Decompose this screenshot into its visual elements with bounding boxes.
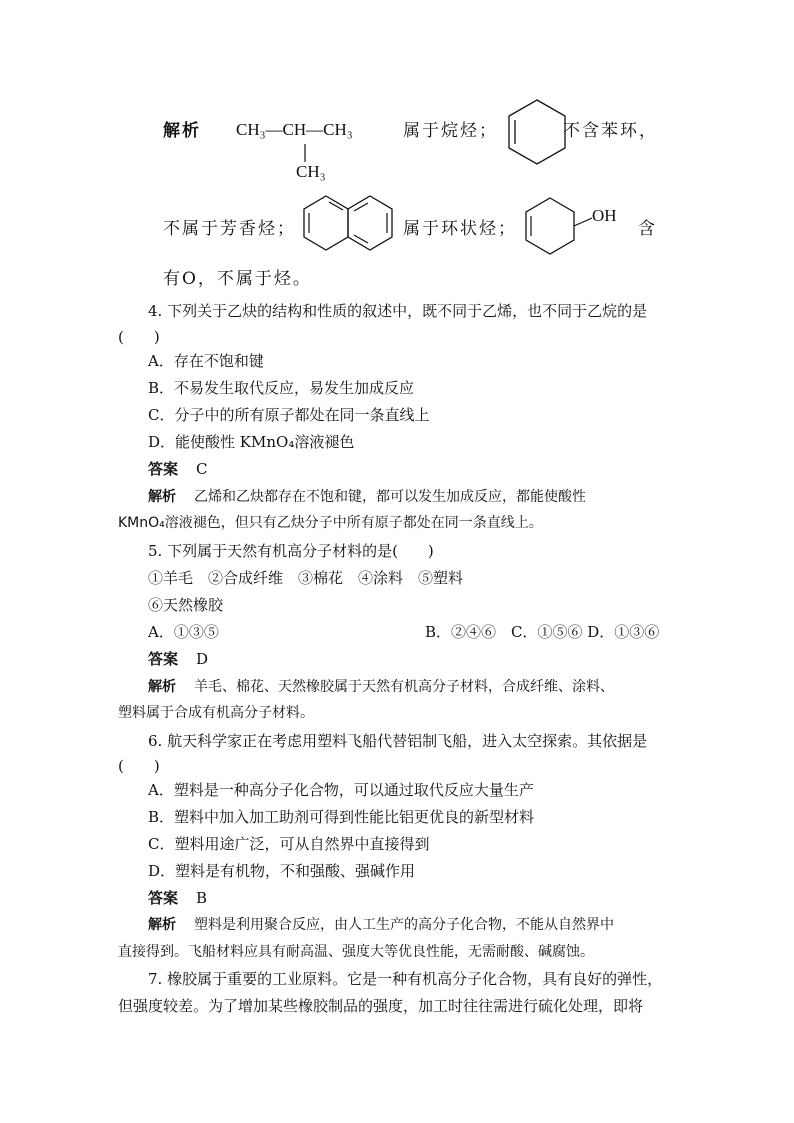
answer-value: B — [196, 889, 208, 907]
answer-value: C — [196, 460, 208, 478]
text-cyclic: 属于环状烃； — [403, 219, 517, 239]
q5-analysis-cont: 塑料属于合成有机高分子材料。 — [118, 705, 314, 721]
analysis-text: 塑料是利用聚合反应，由人工生产的高分子化合物，不能从自然界中 — [194, 917, 614, 933]
q5-stem: 5. 下列属于天然有机高分子材料的是( ) — [148, 542, 434, 560]
q5-items: ①羊毛 ②合成纤维 ③棉花 ④涂料 ⑤塑料 — [148, 569, 464, 587]
q4-option-c: C．分子中的所有原子都处在同一条直线上 — [148, 406, 430, 424]
q5-option-a: A．①③⑤ — [148, 623, 219, 641]
analysis-label: 解析 — [148, 679, 176, 695]
analysis-label: 解析 — [163, 121, 201, 141]
q4-option-d: D．能使酸性 KMnO₄溶液褪色 — [148, 433, 355, 451]
text-alkane: 属于烷烃； — [403, 121, 498, 141]
text-contains: 含 — [638, 219, 657, 239]
answer-value: D — [196, 650, 209, 668]
q4-option-a: A．存在不饱和键 — [148, 352, 264, 370]
q6-analysis-cont: 直接得到。飞船材料应具有耐高温、强度大等优良性能，无需耐酸、碱腐蚀。 — [118, 944, 594, 960]
q4-analysis-cont: KMnO₄溶液褪色，但只有乙炔分子中所有原子都处在同一条直线上。 — [118, 515, 543, 531]
q6-option-b: B．塑料中加入加工助剂可得到性能比铝更优良的新型材料 — [148, 808, 535, 826]
q4-stem: 4. 下列关于乙炔的结构和性质的叙述中，既不同于乙烯，也不同于乙烷的是 — [148, 302, 648, 320]
text-no-benzene: 不含苯环， — [563, 121, 658, 141]
isobutane-branch: CH₃ — [296, 162, 326, 181]
text-not-aromatic: 不属于芳香烃； — [163, 219, 296, 239]
naphthalene-structure — [298, 192, 398, 262]
q6-option-d: D．塑料是有机物，不和强酸、强碱作用 — [148, 862, 416, 880]
q4-answer — [148, 458, 708, 480]
isobutane-formula: CH₃—CH—CH₃ — [236, 120, 353, 139]
oh-label: OH — [592, 206, 617, 225]
answer-label: 答案 — [148, 650, 179, 668]
q6-option-a: A．塑料是一种高分子化合物，可以通过取代反应大量生产 — [148, 781, 534, 799]
answer-label: 答案 — [148, 889, 179, 907]
q7-stem: 7. 橡胶属于重要的工业原料。它是一种有机高分子化合物，具有良好的弹性， — [148, 970, 663, 988]
q6-stem: 6. 航天科学家正在考虑用塑料飞船代替铝制飞船，进入太空探索。其依据是 — [148, 732, 648, 750]
analysis-label: 解析 — [148, 489, 176, 505]
q6-option-c: C．塑料用途广泛，可从自然界中直接得到 — [148, 835, 430, 853]
q6-paren: ( ) — [118, 757, 160, 775]
analysis-text: 羊毛、棉花、天然橡胶属于天然有机高分子材料，合成纤维、涂料、 — [194, 679, 614, 695]
q4-analysis — [148, 486, 708, 508]
q5-items-cont: ⑥天然橡胶 — [148, 596, 224, 614]
q5-answer — [148, 648, 708, 670]
q6-analysis — [148, 914, 708, 936]
q5-option-bcd: B．②④⑥ C．①⑤⑥ D．①③⑥ — [425, 623, 660, 641]
q7-stem-cont: 但强度较差。为了增加某些橡胶制品的强度，加工时往往需进行硫化处理，即将 — [118, 997, 644, 1015]
q6-answer — [148, 887, 708, 909]
analysis-label: 解析 — [148, 917, 176, 933]
q4-option-b: B．不易发生取代反应，易发生加成反应 — [148, 379, 415, 397]
answer-label: 答案 — [148, 460, 179, 478]
analysis-text: 乙烯和乙炔都存在不饱和键，都可以发生加成反应，都能使酸性 — [194, 489, 586, 505]
q4-paren: ( ) — [118, 328, 160, 346]
text-not-hydrocarbon: 有O，不属于烃。 — [163, 269, 312, 289]
q5-analysis — [148, 676, 708, 698]
